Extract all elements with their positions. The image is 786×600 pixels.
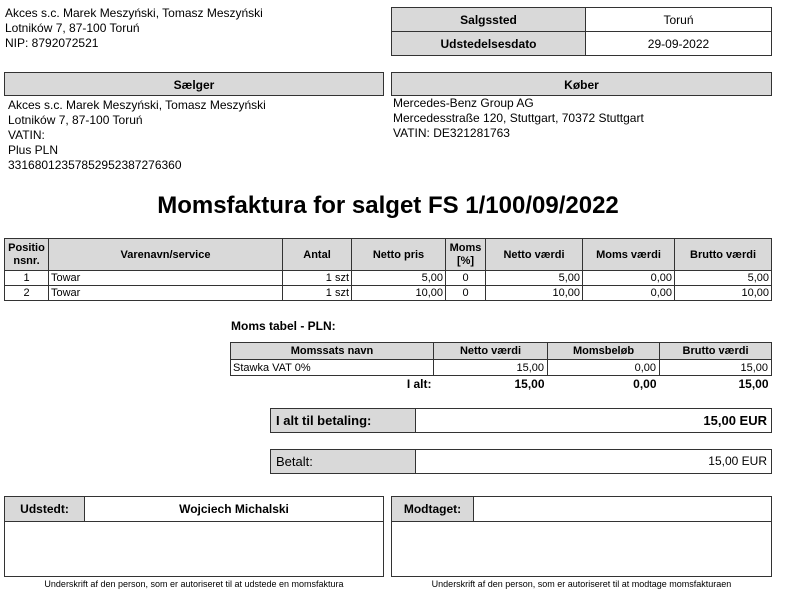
company-nip: NIP: 8792072521 xyxy=(5,36,99,50)
seller-block xyxy=(4,72,384,175)
vat-table-caption: Moms tabel - PLN: xyxy=(231,319,336,333)
vat-total-vat: 0,00 xyxy=(633,376,657,391)
buyer-address: Mercedesstraße 120, Stuttgart, 70372 Stuttgart xyxy=(393,111,644,125)
col-net-price: Netto pris xyxy=(352,239,446,271)
received-caption: Underskrift af den person, som er autoriseret til at modtage momsfakturaen xyxy=(431,579,732,589)
issued-signature-box xyxy=(4,496,384,577)
row-vat-value: 0,00 xyxy=(583,271,675,286)
seller-bank: Plus PLN xyxy=(8,143,59,157)
amount-due-value: 15,00 EUR xyxy=(703,413,767,428)
amount-due-box xyxy=(270,408,772,433)
row-net-value: 5,00 xyxy=(486,271,583,286)
paid-label: Betalt: xyxy=(271,450,416,473)
invoice-title: Momsfaktura for salget FS 1/100/09/2022 xyxy=(157,192,619,219)
vat-row-gross: 15,00 xyxy=(660,360,772,376)
vat-col-gross: Brutto værdi xyxy=(660,343,772,360)
col-vat-value: Moms værdi xyxy=(583,239,675,271)
vat-row-net: 15,00 xyxy=(434,360,548,376)
row-net-price: 10,00 xyxy=(352,286,446,301)
vat-total-label: I alt: xyxy=(406,376,432,391)
row-vat-rate: 0 xyxy=(446,286,486,301)
paid-box xyxy=(270,449,772,474)
buyer-vatin: VATIN: DE321281763 xyxy=(393,126,510,140)
buyer-title: Køber xyxy=(391,72,772,96)
row-vat-value: 0,00 xyxy=(583,286,675,301)
table-row xyxy=(231,360,772,376)
row-vat-rate: 0 xyxy=(446,271,486,286)
vat-col-vat: Momsbeløb xyxy=(548,343,660,360)
col-qty: Antal xyxy=(283,239,352,271)
vat-row-vat: 0,00 xyxy=(548,360,660,376)
issued-signature-block xyxy=(4,496,384,589)
table-row xyxy=(5,286,772,301)
row-qty: 1 szt xyxy=(283,286,352,301)
vat-total-gross: 15,00 xyxy=(738,376,769,391)
row-position: 2 xyxy=(5,286,49,301)
row-gross-value: 5,00 xyxy=(675,271,772,286)
vat-total-row xyxy=(231,376,772,392)
row-name: Towar xyxy=(49,286,283,301)
date-label: Udstedelsesdato xyxy=(392,32,586,56)
issued-name: Wojciech Michalski xyxy=(179,502,289,516)
seller-account: 33168012357852952387276360 xyxy=(8,158,182,172)
items-header-row xyxy=(5,239,772,271)
seller-vatin: VATIN: xyxy=(8,128,45,142)
company-address: Lotników 7, 87-100 Toruń xyxy=(5,21,140,35)
buyer-name: Mercedes-Benz Group AG xyxy=(393,96,534,110)
buyer-details xyxy=(391,96,772,141)
paid-value: 15,00 EUR xyxy=(708,454,767,468)
items-table xyxy=(4,238,772,301)
company-header xyxy=(5,6,385,51)
vat-header-row xyxy=(231,343,772,360)
vat-total-net: 15,00 xyxy=(514,376,545,391)
seller-details xyxy=(4,96,384,175)
received-signature-box xyxy=(391,496,772,577)
issued-caption: Underskrift af den person, som er autoriseret til at udstede en momsfaktura xyxy=(44,579,344,589)
invoice-meta-table xyxy=(391,7,772,56)
seller-name: Akces s.c. Marek Meszyński, Tomasz Meszyński xyxy=(8,98,266,112)
col-gross-value: Brutto værdi xyxy=(675,239,772,271)
buyer-block xyxy=(391,72,772,141)
received-name xyxy=(474,497,771,521)
row-qty: 1 szt xyxy=(283,271,352,286)
date-value: 29-09-2022 xyxy=(586,32,772,56)
amount-due-label: I alt til betaling: xyxy=(271,409,416,432)
company-name: Akces s.c. Marek Meszyński, Tomasz Meszyński xyxy=(5,6,263,20)
col-position: Positio nsnr. xyxy=(5,239,49,271)
received-signature-block xyxy=(391,496,772,589)
vat-col-rate-name: Momssats navn xyxy=(231,343,434,360)
seller-title: Sælger xyxy=(4,72,384,96)
row-name: Towar xyxy=(49,271,283,286)
row-gross-value: 10,00 xyxy=(675,286,772,301)
table-row xyxy=(5,271,772,286)
issued-label: Udstedt: xyxy=(5,497,85,521)
place-label: Salgssted xyxy=(392,8,586,32)
row-net-price: 5,00 xyxy=(352,271,446,286)
row-position: 1 xyxy=(5,271,49,286)
seller-address: Lotników 7, 87-100 Toruń xyxy=(8,113,143,127)
col-vat-rate: Moms [%] xyxy=(446,239,486,271)
vat-col-net: Netto værdi xyxy=(434,343,548,360)
received-label: Modtaget: xyxy=(392,497,474,521)
row-net-value: 10,00 xyxy=(486,286,583,301)
vat-table xyxy=(230,342,772,392)
place-value: Toruń xyxy=(586,8,772,32)
col-name: Varenavn/service xyxy=(49,239,283,271)
col-net-value: Netto værdi xyxy=(486,239,583,271)
vat-row-name: Stawka VAT 0% xyxy=(231,360,434,376)
